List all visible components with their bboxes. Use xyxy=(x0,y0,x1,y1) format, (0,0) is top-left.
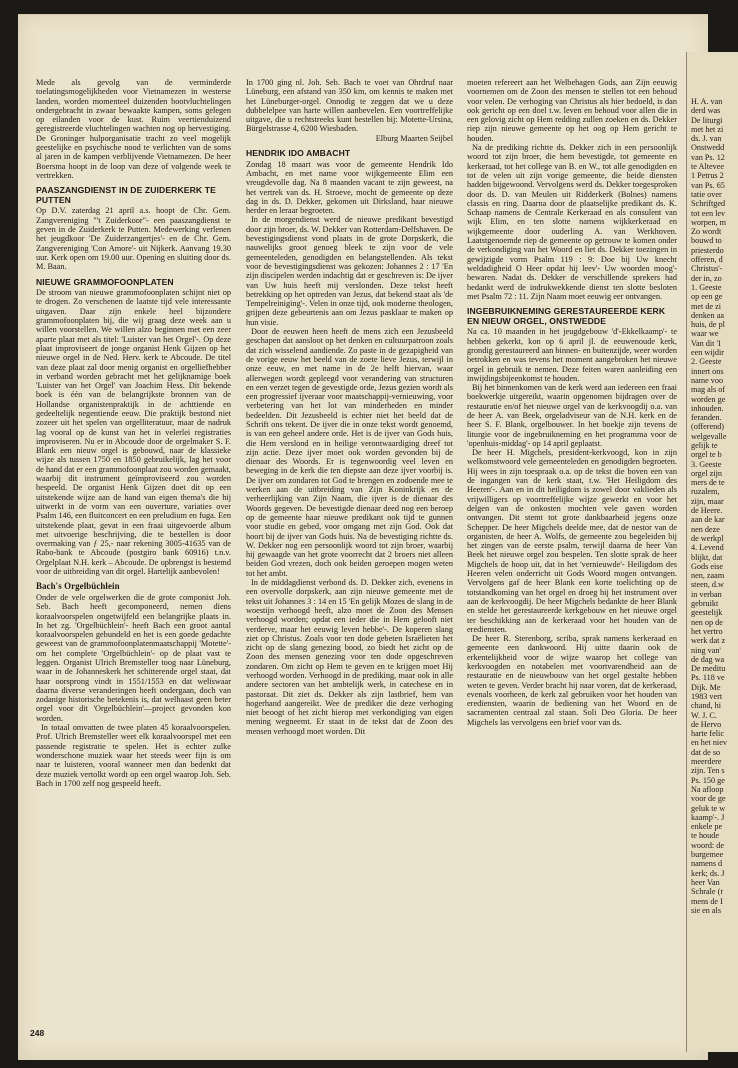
article-paragraph: Op D.V. zaterdag 21 april a.s. hoopt de Chr. Gem. Zangvereniging "'t Zuiderkoor"- een paaszangdienst te geven in de Zuiderkerk te Putten. Medewerking verlenen het jeugdkoor 'De Zuiderzangertjes'- en de Chr. Gem. Zangvereniging 'Con Amore'- uit Nijkerk. Aanvang 19.30 uur. Kerk open om 19.00 uur. Opening en sluiting door ds. M. Baan. xyxy=(36,206,231,272)
edge-text-line: nen deze xyxy=(691,524,720,534)
edge-text-line: blijkt, dat xyxy=(691,552,723,562)
edge-text-line: een wijdir xyxy=(691,348,724,358)
edge-text-line: orgel te b xyxy=(691,450,722,460)
edge-text-line: ds. J. van xyxy=(691,134,722,144)
edge-text-line: Zo wordt xyxy=(691,227,722,237)
edge-text-line: waar we xyxy=(691,329,719,339)
edge-text-line: Ps. 118 ve xyxy=(691,673,725,683)
edge-text-line: harte felic xyxy=(691,729,724,739)
edge-text-line: geestelijk xyxy=(691,608,723,618)
edge-text-line: Schriftged xyxy=(691,199,726,209)
section-heading: PAASZANGDIENST IN DE ZUIDERKERK TE PUTTEN xyxy=(36,185,216,205)
edge-text-line: met de zi xyxy=(691,301,722,311)
article-paragraph: Bij het binnenkomen van de kerk werd aan iedereen een fraai boekwerkje uitgereikt, waarin opgenomen bijdragen over de restauratie en/of het nieuwe orgel van de kerkvoogdij o.a. van de heer A. van Beek, orgeladviseur van de N.H. kerk en de heer S. F. Blank, orgelbouwer. In het boekje zijn tevens de liturgie voor de ingebruikneming en het programma voor de 'openhuis-middag'- op 14 april geplaatst. xyxy=(467,383,677,448)
page-top-rule xyxy=(18,14,708,15)
edge-text-line: orgel zijn xyxy=(691,468,722,478)
edge-text-line: te houde xyxy=(691,831,719,841)
edge-text-line: steen, d.w xyxy=(691,580,724,590)
edge-text-line: name voo xyxy=(691,375,724,385)
edge-text-line: ning van' xyxy=(691,645,721,655)
edge-text-line: 2. Geeste xyxy=(691,357,722,367)
edge-text-line: denken aa xyxy=(691,310,724,320)
edge-text-line: mens de I xyxy=(691,896,723,906)
edge-text-line: De liturgi xyxy=(691,115,723,125)
section-heading: NIEUWE GRAMMOFOONPLATEN xyxy=(36,276,174,287)
edge-text-line: enkele pe xyxy=(691,822,723,832)
edge-text-line: chand, hi xyxy=(691,701,722,711)
edge-text-line: zijn, maar xyxy=(691,496,724,506)
edge-text-line: kaamp'-. J xyxy=(691,812,725,822)
article-paragraph: In totaal omvatten de twee platen 45 koraalvoorspelen. Prof. Ulrich Bremsteller weet elk koraalvoorspel met een passende registratie te spelen. Het is echter zulke wonderschone muziek waar het steeds weer fijn is om naar te luisteren, vooral wanneer men dan bedenkt dat deze muziek vertolkt wordt op een orgel waarop Joh. Seb. Bach in 1700 zelf nog gespeeld heeft. xyxy=(36,723,231,788)
edge-text-line: dat de so xyxy=(691,747,721,757)
edge-text-line: mag als of xyxy=(691,385,726,395)
edge-text-line: het vertro xyxy=(691,626,723,636)
edge-text-line: 1. Geeste xyxy=(691,282,722,292)
article-paragraph: Door de eeuwen heen heeft de mens zich een Jezusbeeld geschapen dat aansloot op het denken en cultuurpatroon zoals dat zich wisselend aandiende. Zo paste in de gezapigheid van de vorige eeuw het beeld van de zoete lieve Jezus, terwijl in onze eeuw, en met name in de 2e helft hiervan, waar allerwegen wordt gepleegd voor verandering van structuren en een verzet tegen de gevestigde orde, Jezus gezien wordt als een progressief ijveraar voor maatschappij-vernieuwing, voor verbetering van het lot van minderheden en minder bedeelden. Dit Jezusbeeld is echter niet het beeld dat de Schrift ons tekent. De ijver die in onze tekst wordt genoemd, is van een geheel andere orde. Het is de ijver van Gods huis, die Hem verslond en in heilige verontwaardiging dreef tot zijn actie. Deze ijver moet ook worden gevonden bij de dienaar des Woords. Er is tegenwoordig veel leven en beweging in de kerk die ten diepste aan deze ijver voorbij is. De ijver om zondaren tot God te brengen en zodoende mee te werken aan de uitbreiding van Zijn Koninkrijk en de verheerlijking van Zijn Naam, die ijver is de dienaar des Woords gegeven. De bevestigde dienaar deed nog een beroep op de gemeente haar nieuwe predikant ook tijd te gunnen voor studie en gebed, voor omgang met zijn God. Ook dat hoort bij de ijver van Gods huis. Na de bevestiging richtte ds. W. Dekker nog een persoonlijk woord tot zijn broer, waarbij hij gewaagde van het grote voorrecht dat 2 broers niet alleen beiden God vrezen, doch ook beiden geroepen mogen weten tot het ambt. xyxy=(246,327,453,578)
edge-text-line: de dag wa xyxy=(691,654,725,664)
edge-text-line: van Ps. 12 xyxy=(691,152,725,162)
edge-text-line: heer Van xyxy=(691,877,720,887)
next-page-edge xyxy=(686,52,738,1052)
edge-text-line: welgevalle xyxy=(691,431,727,441)
edge-text-line: meerdere xyxy=(691,757,722,767)
article-paragraph: De heer H. Migchels, president-kerkvoogd, kon in zijn welkomstwoord vele gemeenteleden en genodigden begroeten. Hij wees in zijn toespraak o.a. op de tekst die boven een van de ingangen van de kerk staat, t.w. 'Het Heiligdom des Heeren'-. Aan en in dit heiligdom is zowel door vaklieden als vrijwilligers op voortreffelijke wijze gewerkt en voor het delgen van de onkosten mochten vele gaven worden ontvangen. Dit stemt tot grote dankbaarheid jegens onze Schepper. De heer Migchels deelde mee, dat de nestor van de organisten, de heer A. Wolfs, de gemeente zou begeleiden bij het zingen van de eerste psalm, terwijl daarna de heer Van Beek het nieuwe orgel zou bespelen. Ten slotte sprak de heer Migchels de hoop uit, dat in het 'vernieuwde'- Heiligdom des Heeren velen onderricht uit Gods Woord mogen ontvangen. Vervolgens gaf de heer Blank een korte toelichting op de totstandkoming van het orgel en droeg hij het instrument over aan de kerkvoogdij. De heer Migchels bedankte de heer Blank en stelde het gerestaureerde kerkgebouw en het nieuwe orgel ter beschikking aan de kerkeraad voor het houden van de erediensten. xyxy=(467,448,677,634)
edge-text-line: op een ge xyxy=(691,292,723,302)
next-page-column-fragment xyxy=(691,97,738,915)
article-paragraph: De heer R. Sterenborg, scriba, sprak namens kerkeraad en gemeente een dankwoord. Hij uitte daarin ook de erkentelijkheid voor de wijze waarop het college van kerkvoogden en notabelen met voortvarendheid aan de restauratie en de nieuwbouw van het orgel gestalte hebben weten te geven. Verder bracht hij naar voren, dat de kerkeraad, evenals voorheen, de kerk zal gebruiken voor het houden van erediensten, waarin de bediening van het Woord en de sacramenten centraal zal staan. Soli Deo Gloria. De heer Migchels las vervolgens een brief voor van ds. xyxy=(467,634,677,727)
article-paragraph: Mede als gevolg van de verminderde toelatingsmogelijkheden voor Vietnamezen in westerse landen, worden momenteel duizenden bootvluchtelingen ondergebracht in zwaar bewaakte kampen, soms gelegen op eilanden voor de kust. Ruim veertienduizend geregistreerde vluchtelingen wachten nog op hervestiging. De Groninger hulporganisatie tracht zo veel mogelijk geestelijke en psychische nood te verlichten van de soms al jaren in de kampen verblijvende Vietnamezen. De heer Boersma hoopt in de loop van deze of volgende week te vertrekken. xyxy=(36,78,231,180)
edge-text-line: mers de te xyxy=(691,478,725,488)
article-paragraph: De stroom van nieuwe grammofoonplaten schijnt niet op te drogen. Zo verschenen de laatste tijd vele interessante uitgaven. Daar zijn enkele heel bijzondere grammofoonplaten bij, die wij graag deze week aan u willen voorstellen. We willen alzo beginnen met een zeer aparte plaat met als titel: 'Luister van het Orgel'-. Op deze plaat improviseert de jonge organist Henk Gijzen op het nieuwe orgel in de Ned. Herv. kerk te Abcoude. De titel van deze plaat zal door menig organist en orgelliefhebber in verband worden gebracht met het gelijknamige boek 'Luister van het Orgel' van Joachim Hess. Dit bekende boek is één van de belangrijkste bronnen van de Hollandse organistenpraktijk in de achttiende en gedeeltelijk negentiende eeuw. Die praktijk bestond niet zozeer uit het spelen van orgelliteratuur, maar de nadruk lag vooral op de kunst van het in velerlei registraties improviseren. Nu er in Abcoude door de orgelmaker S. F. Blank een nieuw orgel is gebouwd, naar de klassieke wijze als tussen 1750 en 1850 gebruikelijk, lag het voor de hand dat er een grammofoonplaat zou worden gemaakt, waarbij dit instrument geïmproviseerd zou worden bespeeld. De organist Henk Gijzen doet dit op een uitstekende wijze aan de hand van eigen thema's die hij uitwerkt in de vorm van een ouverture, variaties over Psalm 146, een fluitconcert en een preludium en fuga. Een uitstekende plaat, gevat in een fraai uitgevoerde album met uitvoerige beschrijving, die te bestellen is door overmaking van ƒ 25,- naar rekening 3005-41635 van de Rabo-bank te Abcoude (postgiro bank 60916) t.n.v. Orgelplaat N.H. kerk – Abcoude. De opbrengst is bestemd voor de uitbreiding van dit orgel. Hartelijk aanbevolen! xyxy=(36,288,231,577)
edge-text-line: W. J. C. xyxy=(691,710,717,720)
edge-text-line: gelijk te xyxy=(691,440,718,450)
edge-text-line: 1983 vert xyxy=(691,692,723,701)
edge-text-line: gebruikt xyxy=(691,599,719,609)
edge-text-line: feranden. xyxy=(691,413,722,423)
edge-text-line: Onstwedd xyxy=(691,143,725,153)
article-paragraph: Na de prediking richtte ds. Dekker zich in een persoonlijk woord tot zijn broer, die hem bevestigde, tot gemeente en kerkeraad, tot het college van B. en W., tot alle genodigden en tot de velen uit zijn vorige gemeente, die beide diensten hadden bijgewoond. Vervolgens werd ds. Dekker toegesproken door ds. D. van Meulen uit Ridderkerk (Bolnes) namens classis en ring. Daarna door de plaatselijke predikant ds. K. Schaap namens de Centrale Kerkeraad en als consulent van wijk Elim, en ten slotte namens wijkkerkeraad en wijkgemeente door ouderling A. van Werkhoven. Laatstgenoemde riep de gemeente op getrouw te komen onder de verkondiging van het Woord en liet ds. Dekker toezingen in gewijzigde vorm Psalm 119 : 9: Doe bij Uw knecht weldadigheid O Heer opdat hij leev'- Uw woorden moog'- bewaren. Nadat ds. Dekker de verschillende sprekers had bedankt werd de indrukwekkende dienst ten slotte besloten met Psalm 72 : 11. Zijn Naam moet eeuwig eer ontvangen. xyxy=(467,143,677,301)
edge-text-line: worpen, m xyxy=(691,217,727,227)
edge-text-line: Dijk. Me xyxy=(691,682,721,692)
article-paragraph: In de middagdienst verbond ds. D. Dekker zich, evenens in een overvolle dorpskerk, aan zijn nieuwe gemeente met de tekst uit Johannes 3 : 14 en 15 'En gelijk Mozes de slang in de woestijn verhoogd heeft, alzo moet de Zoon des Mensen verhoogd worden; opdat een ieder die in Hem gelooft niet verderve, maar het eeuwig leven hebbe'-. De koperen slang ziet op Christus. Zoals voor ten dode gebeten Israëlieten het zicht op de slang genezing bood, zo biedt het zicht op de Zoon des mensen genezing voor ten dode opgeschreven zondaren. Om zicht op Hem te geven en te krijgen moet Hij verhoogd worden. Verhoogd in de prediking, maar ook in alle andere sectoren van het ambtelijk werk, in catechese en in pastoraat. Dit ziet ds. Dekker als zijn lastbrief, hem van hogerhand aangereikt. Wee de prediker die deze verhoging niet beoogt of het zicht hierop met verkondiging van eigen mening wegneemt. Er staat in de tekst dat de Zoon des mensen verhoogd moet worden. Dit xyxy=(246,578,453,736)
edge-text-line: voor de ge xyxy=(691,794,726,804)
edge-text-line: sie en als xyxy=(691,905,722,915)
edge-text-line: werk dat z xyxy=(691,636,726,646)
edge-text-line: de werkpl xyxy=(691,533,724,543)
edge-text-line: 4. Levend xyxy=(691,543,724,553)
edge-text-line: priesterdo xyxy=(691,245,724,255)
author-signature: Elburg Maarten Seijbel xyxy=(375,133,453,143)
edge-text-line: de Hervo xyxy=(691,719,722,729)
edge-text-line: tot een lev xyxy=(691,208,726,218)
edge-text-line: ruzalem, xyxy=(691,487,720,497)
article-paragraph: Zondag 18 maart was voor de gemeente Hendrik Ido Ambacht, en met name voor wijkgemeente Elim een vreugdevolle dag. Na 8 maanden vacant te zijn geweest, na het vertrek van ds. H. Stroeve, mocht de gemeente op deze dag in ds. D. Dekker, gekomen uit Dirksland, haar nieuwe herder en leraar begroeten. xyxy=(246,159,453,216)
article-paragraph: Na ca. 10 maanden in het jeugdgebouw 'd'-Ekkelkaamp'- te hebben gekerkt, kon op 6 april jl. de eeuwenoude kerk, grondig gerestaureerd aan binnen- en buitenzijde, weer worden betrokken en was tevens het moment aangebroken het nieuwe orgel in gebruik te nemen. Deze feiten waren aanleiding een inwijdingsbijeenkomst te houden. xyxy=(467,327,677,383)
edge-text-line: zijn. Ten s xyxy=(691,766,725,776)
edge-text-line: te Altevee xyxy=(691,162,724,172)
edge-text-line: inhouden. xyxy=(691,403,724,413)
edge-text-line: De meditu xyxy=(691,664,726,674)
edge-text-line: derd was xyxy=(691,106,721,116)
edge-text-line: geluk te w xyxy=(691,803,726,813)
edge-text-line: der in, zo xyxy=(691,273,722,283)
edge-text-line: innert ons xyxy=(691,366,724,376)
edge-text-line: van Ps. 65 xyxy=(691,180,725,190)
article-paragraph: In 1700 ging nl. Joh. Seb. Bach te voet van Ohrdruf naar Lüneburg, een afstand van 350 km, om kennis te maken met het Lüneburger-orgel. Onnodig te zeggen dat we u deze dubbelelpee van harte willen aanbevelen. Een voortreffelijke uitgave, die u rechtstreeks kunt bestellen bij: Motette-Ursina, Bürgelstrasse 4, 6200 Wiesbaden. xyxy=(246,78,453,134)
edge-text-line: aan de kar xyxy=(691,515,725,525)
edge-text-line: woord: de xyxy=(691,840,724,850)
edge-text-line: Christus'- xyxy=(691,264,723,274)
edge-text-line: Van dit 'I xyxy=(691,338,721,348)
edge-text-line: tatie over xyxy=(691,189,722,199)
edge-text-line: kerk; ds. J xyxy=(691,868,725,878)
edge-text-line: Schrale (r xyxy=(691,887,724,897)
edge-text-line: namens d xyxy=(691,859,723,869)
edge-text-line: Gods eise xyxy=(691,561,724,571)
edge-text-line: H. A. van xyxy=(691,97,723,106)
column-right xyxy=(467,78,677,727)
column-middle xyxy=(246,78,453,736)
edge-text-line: met het zi xyxy=(691,124,724,134)
edge-text-line: bouwd to xyxy=(691,236,722,246)
edge-text-line: huis, de pl xyxy=(691,320,725,330)
page-number: 248 xyxy=(30,1028,45,1038)
edge-text-line: 1 Petrus 2 xyxy=(691,171,724,181)
article-paragraph: Onder de vele orgelwerken die de grote componist Joh. Seb. Bach heeft gecomponeerd, nemen diens koraalvoorspelen ongetwijfeld een belangrijke plaats in. In het zg. 'Orgelbüchlein'- heeft Bach een groot aantal koraalvoorspelen gebundeld en het is een goede gedachte geweest van de grammofoonplatenmaatschappij 'Motette'- om het complete 'Orgelbüchlein'- op de plaat vast te leggen. Organist Ulrich Bremsteller toog naar Lüneburg, waar in de Johanneskerk het schitterende orgel staat, dat haar oorsprong vindt in 1551/1553 en dat weliswaar daarna diverse veranderingen heeft ondergaan, doch van zodanige historische betekenis is, dat welhaast geen beter orgel voor dit 'Orgelbüchlein'—project gevonden kon worden. xyxy=(36,592,231,723)
edge-text-line: de Heere. xyxy=(691,506,723,516)
edge-text-line: Na afloop xyxy=(691,784,724,794)
edge-text-line: nen op de xyxy=(691,617,723,627)
edge-text-line: Ps. 150 ge xyxy=(691,775,725,785)
section-heading: Bach's Orgelbüchlein xyxy=(36,581,120,592)
edge-text-line: 3. Geeste xyxy=(691,459,722,469)
edge-text-line: nen, zaam xyxy=(691,571,725,581)
section-heading: HENDRIK IDO AMBACHT xyxy=(246,148,351,159)
edge-text-line: burgemee xyxy=(691,850,724,860)
edge-text-line: worden ge xyxy=(691,394,726,404)
article-paragraph: In de morgendienst werd de nieuwe predikant bevestigd door zijn broer, ds. W. Dekker van Rotterdam-Delfshaven. De bevestigingsdienst vond plaats in de grote Dorpskerk, die nauwelijks groot genoeg bleek te zijn voor de vele gemeenteleden, genodigden en belangstellenden. Als tekst voor de bevestigingsdienst was gekozen: Johannes 2 : 17 'En zijn discipelen werden indachtig dat er geschreven is: De ijver van Uw huis heeft mij verslonden. Deze tekst heeft betrekking op het optreden van Jezus, dat bekend staat als 'de Tempelreiniging'-. Velen in onze tijd, ook moderne theologen, grijpen deze gebeurtenis aan om Jezus pasklaar te maken op hun visie. xyxy=(246,215,453,327)
edge-text-line: offeren, d xyxy=(691,255,723,265)
edge-text-line: (offerend) xyxy=(691,422,725,432)
edge-text-line: in verban xyxy=(691,589,722,599)
edge-text-line: en het niev xyxy=(691,738,727,748)
section-heading: INGEBRUIKNEMING GERESTAUREERDE KERK EN NIEUW ORGEL, ONSTWEDDE xyxy=(467,306,666,326)
article-paragraph: moeten refereert aan het Welbehagen Gods, aan Zijn eeuwig voornemen om de Zoon des mensen te stellen tot een behoud voor velen. De verhoging van Christus als hier bedoeld, is dan ook gericht op een doel t.w. leven en behoud voor allen die in een gelovig zicht op Hem redding zullen zoeken en ds. Dekker riep zijn nieuwe gemeente op het oog op Hem gericht te houden. xyxy=(467,78,677,143)
column-left xyxy=(36,78,231,788)
